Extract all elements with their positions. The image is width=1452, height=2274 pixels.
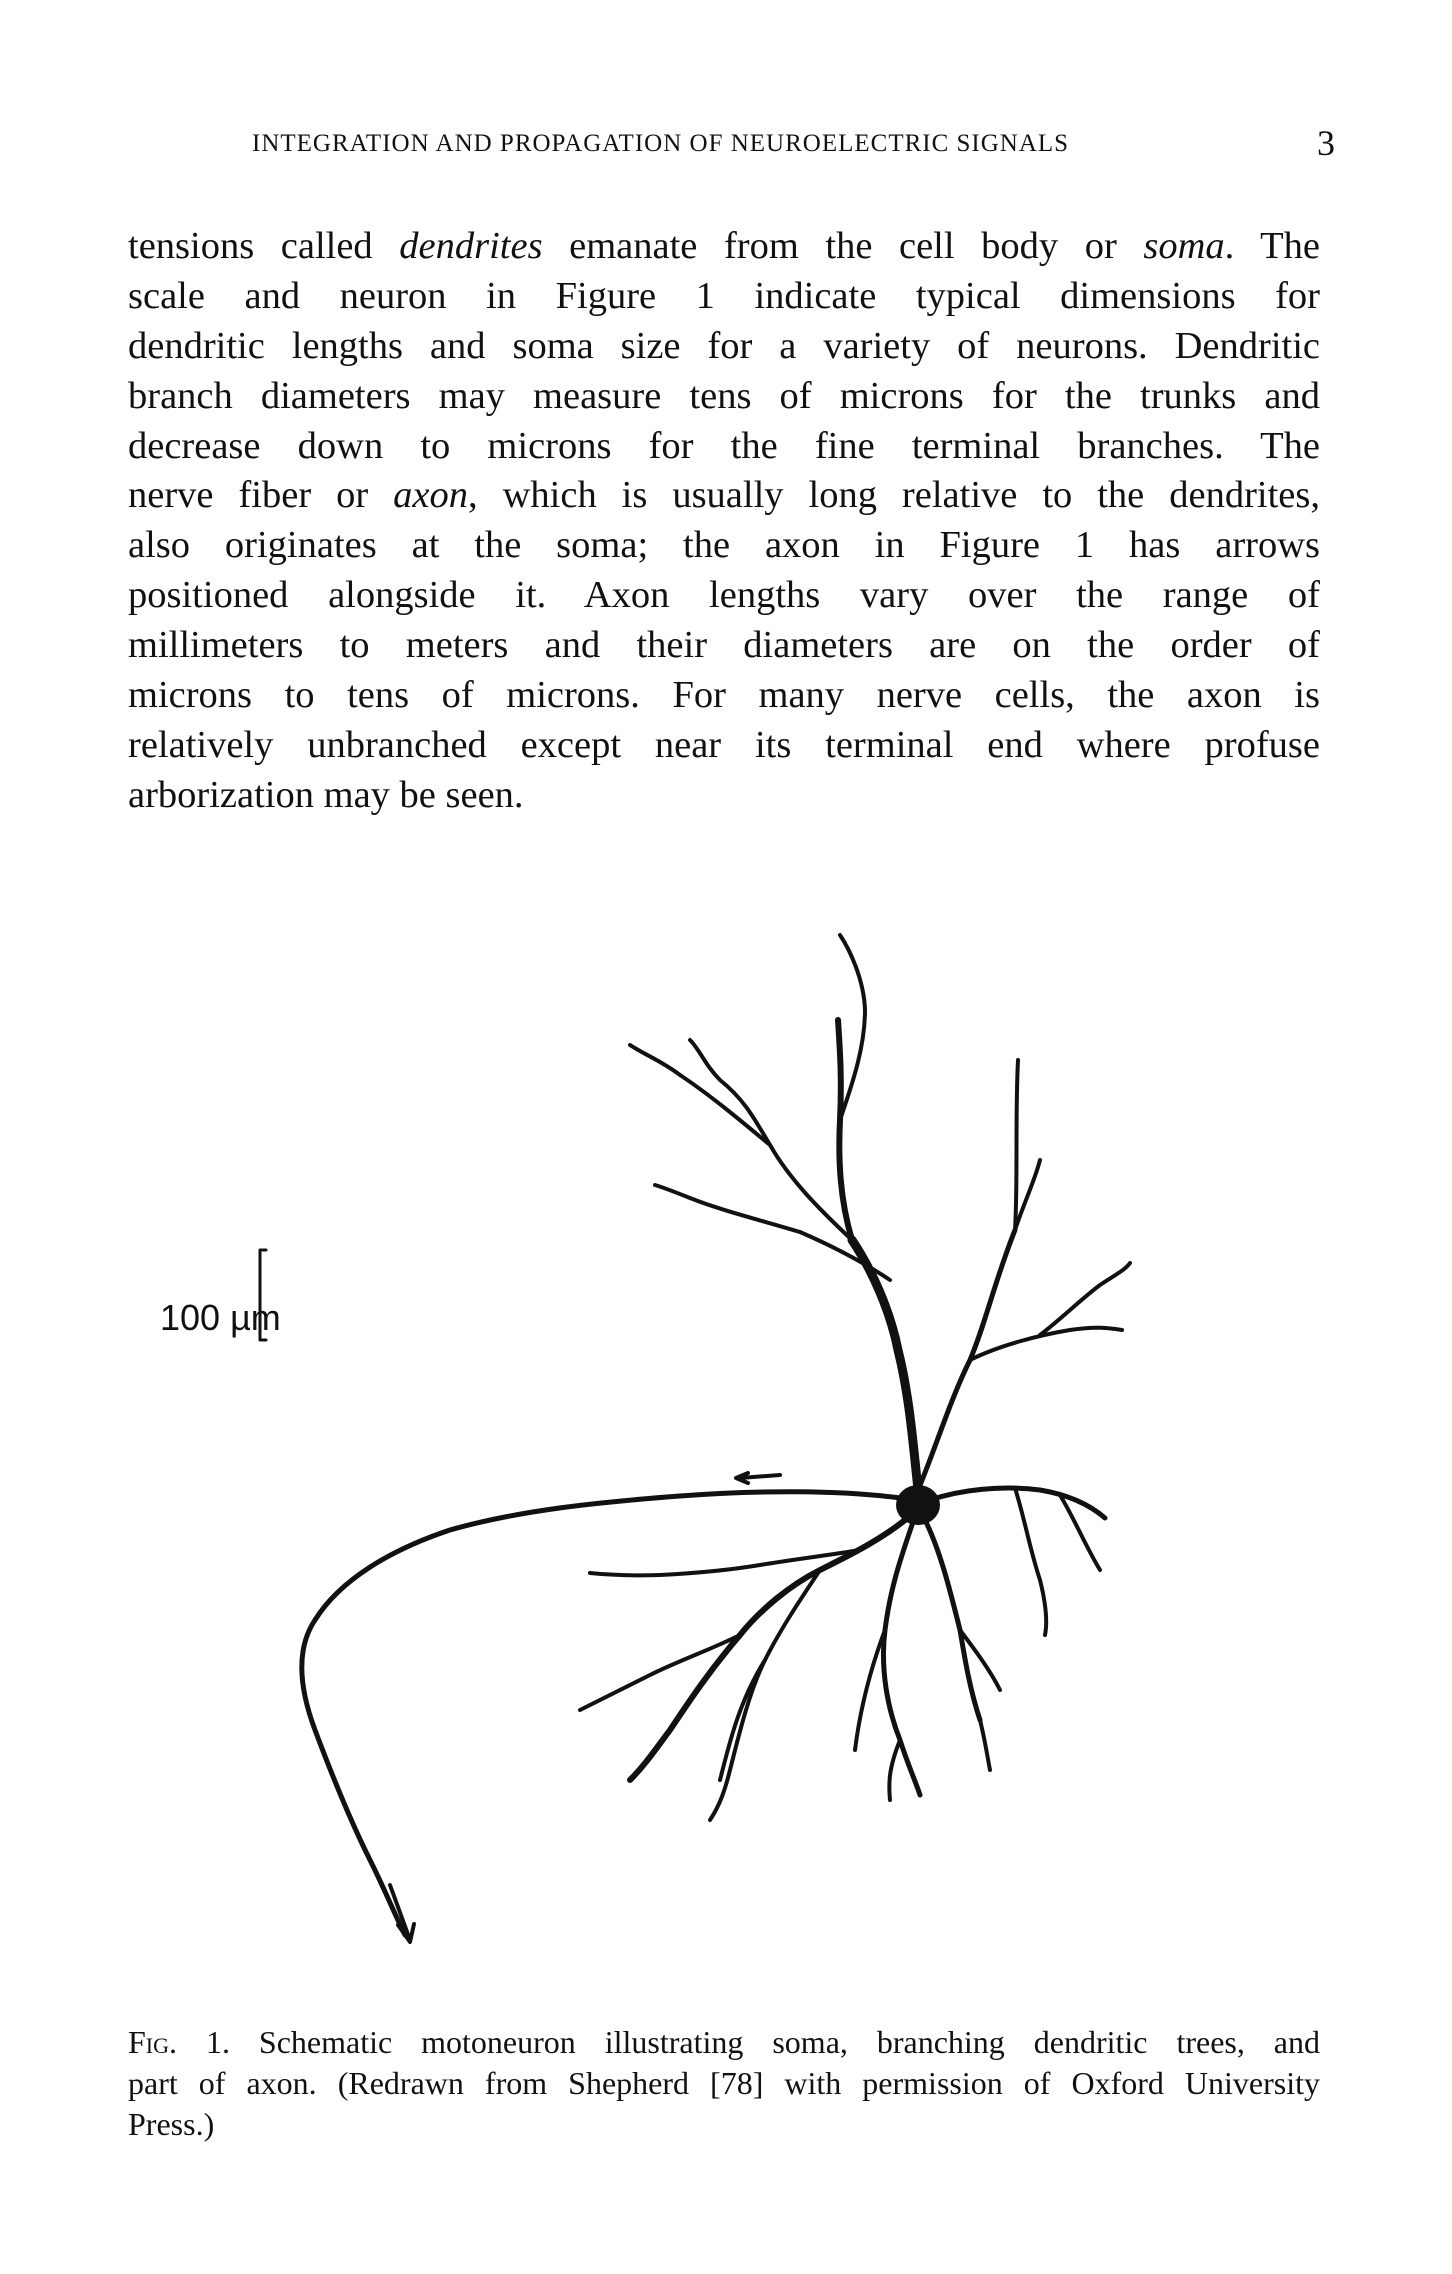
body-line: arborization may be seen. <box>128 773 524 816</box>
running-title: INTEGRATION AND PROPAGATION OF NEUROELECTRIC SIGNALS <box>252 130 1070 157</box>
running-head <box>130 122 1335 162</box>
caption-line: Fig. 1. Schematic motoneuron illustrating soma, branching dendritic trees, and <box>128 2024 1321 2060</box>
page-number: 3 <box>1317 123 1335 163</box>
figure-label: Fig. 1. <box>128 2024 230 2060</box>
body-line: branch diameters may measure tens of microns for the trunks and <box>128 374 1320 417</box>
dendrite-right-upper <box>918 1230 1015 1490</box>
body-paragraph <box>128 222 1320 821</box>
italic-term: axon <box>393 474 469 517</box>
dendrite-lower-right <box>925 1520 980 1720</box>
figure-motoneuron <box>160 930 1250 2030</box>
dendrite-lower-middle <box>883 1525 920 1795</box>
body-line: tensions called dendrites emanate from the cell body or soma. The <box>128 225 1320 267</box>
scale-label: 100 µm <box>160 1297 281 1338</box>
motoneuron-drawing <box>160 930 1250 2030</box>
body-line: nerve fiber or axon, which is usually long relative to the dendrites, <box>128 474 1320 517</box>
italic-term: soma <box>1143 225 1225 267</box>
caption-line: part of axon. (Redrawn from Shepherd [78] with permission of Oxford University <box>128 2065 1320 2101</box>
italic-term: dendrites <box>399 225 543 267</box>
body-line: relatively unbranched except near its terminal end where profuse <box>128 723 1320 766</box>
dendrite-lower-left <box>630 1520 905 1780</box>
body-line: dendritic lengths and soma size for a variety of neurons. Dendritic <box>128 324 1320 367</box>
dendrite-upper-branch <box>838 1020 852 1240</box>
body-line: millimeters to meters and their diameters are on the order of <box>128 624 1320 667</box>
body-line: scale and neuron in Figure 1 indicate typical dimensions for <box>128 274 1320 317</box>
body-line: microns to tens of microns. For many nerve cells, the axon is <box>128 674 1320 717</box>
caption-line: Press.) <box>128 2106 215 2142</box>
figure-caption <box>128 2022 1320 2145</box>
body-line: also originates at the soma; the axon in Figure 1 has arrows <box>128 524 1320 567</box>
body-line: decrease down to microns for the fine terminal branches. The <box>128 424 1320 467</box>
body-line: positioned alongside it. Axon lengths vary over the range of <box>128 574 1320 617</box>
